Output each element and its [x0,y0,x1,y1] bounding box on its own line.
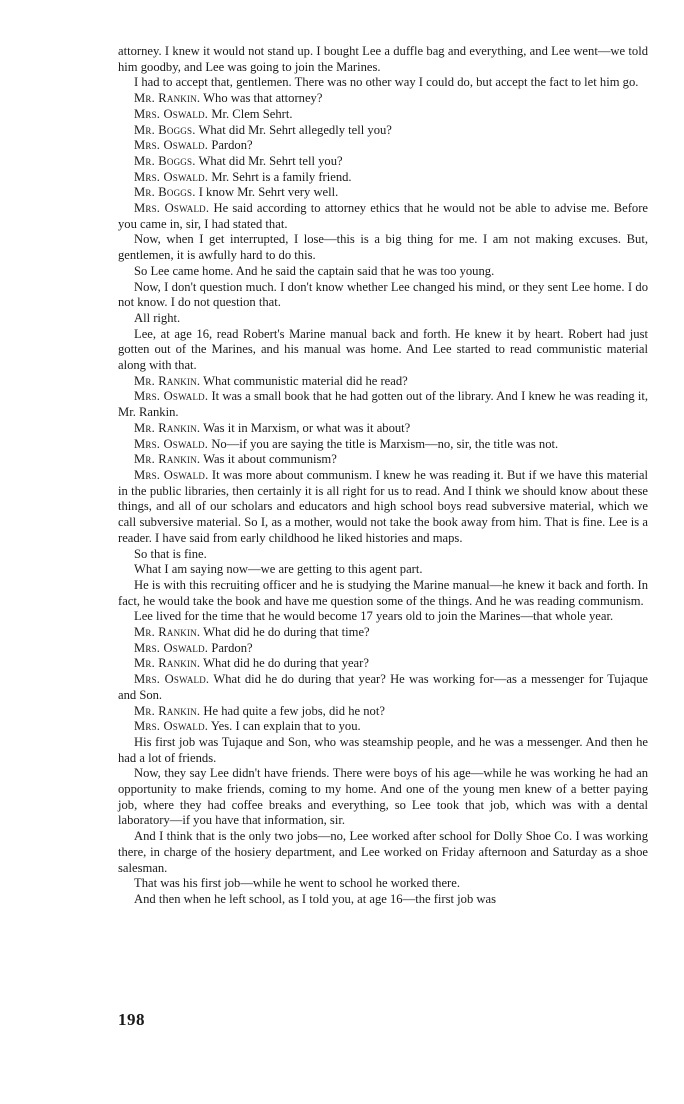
speaker-name: Mr. Rankin. [134,656,201,671]
testimony-exchange [118,170,648,186]
testimony-exchange [118,437,648,453]
testimony-exchange [118,138,648,154]
paragraph-text: He had quite a few jobs, did he not? [203,703,385,718]
paragraph-text: What did Mr. Sehrt tell you? [198,153,343,168]
testimony-exchange [118,641,648,657]
speaker-name: Mrs. Oswald. [134,640,209,655]
speaker-name: Mrs. Oswald. [134,719,209,734]
speaker-name: Mr. Rankin. [134,452,201,467]
testimony-exchange [118,185,648,201]
paragraph-text: No—if you are saying the title is Marxism—no, sir, the title was not. [211,436,559,451]
speaker-name: Mr. Boggs. [134,185,196,200]
paragraph-text: That was his first job—while he went to school he worked there. [134,876,460,891]
testimony-exchange [118,421,648,437]
paragraph-text: Was it about communism? [203,452,337,467]
testimony-paragraph [118,876,648,892]
paragraph-text: So Lee came home. And he said the captain said that he was too young. [134,263,495,278]
testimony-exchange [118,154,648,170]
paragraph-text: He is with this recruiting officer and he is studying the Marine manual—he knew it back and forth. In fact, he would take the book and have me question some of the things. And he was reading communism. [118,577,648,608]
paragraph-text: Now, they say Lee didn't have friends. There were boys of his age—while he was working he had an opportunity to make friends, coming to my home. And one of the young men knew of a better paying job, where they had coffee breaks and everything, so Lee took that job, which was with a dental laboratory—if you have that information, sir. [118,766,648,828]
testimony-exchange [118,389,648,420]
testimony-paragraph [118,327,648,374]
testimony-exchange [118,123,648,139]
paragraph-text: What communistic material did he read? [203,373,408,388]
paragraph-text: Lee, at age 16, read Robert's Marine manual back and forth. He knew it by heart. Robert had just gotten out of the Marines, and his manual was home. And Lee started to read communistic material along with that. [118,326,648,373]
testimony-exchange [118,374,648,390]
testimony-paragraph [118,562,648,578]
speaker-name: Mrs. Oswald. [134,436,209,451]
testimony-text [118,44,648,908]
testimony-paragraph [118,892,648,908]
testimony-exchange [118,704,648,720]
speaker-name: Mr. Boggs. [134,153,196,168]
paragraph-text: What did he do during that year? He was working for—as a messenger for Tujaque and Son. [118,672,649,702]
speaker-name: Mrs. Oswald. [134,138,209,153]
paragraph-text: Lee lived for the time that he would become 17 years old to join the Marines—that whole year. [134,609,614,624]
testimony-exchange [118,468,648,547]
paragraph-text: It was more about communism. I knew he was reading it. But if we have this material in the public libraries, then certainly it is all right for us to read. And I think we should know about these things, and all of our scholars and educators and high school boys read subversive material, which we call subversive material. So I, as a mother, would not take the book away from him. That is fine. Lee is a reader. I have said from early childhood he liked histories and maps. [118,467,648,545]
speaker-name: Mr. Rankin. [134,703,201,718]
testimony-exchange [118,201,648,232]
paragraph-text: Was it in Marxism, or what was it about? [203,420,411,435]
paragraph-text: He said according to attorney ethics that he would not be able to advise me. Before you came in, sir, I had stated that. [118,201,648,231]
testimony-paragraph [118,75,648,91]
paragraph-text: I know Mr. Sehrt very well. [198,185,339,200]
paragraph-text: It was a small book that he had gotten out of the library. And I knew he was reading it, Mr. Rankin. [118,389,648,420]
speaker-name: Mr. Rankin. [134,91,201,106]
paragraph-text: What did he do during that time? [203,625,370,640]
testimony-paragraph [118,829,648,876]
testimony-paragraph [118,547,648,563]
paragraph-text: Mr. Clem Sehrt. [211,106,293,121]
paragraph-text: Now, when I get interrupted, I lose—this is a big thing for me. I am not making excuses. But, gentlemen, it is awfully hard to do this. [118,232,648,263]
paragraph-text: Who was that attorney? [203,91,323,106]
testimony-paragraph [118,609,648,625]
paragraph-text: attorney. I knew it would not stand up. I bought Lee a duffle bag and everything, and Lee went—we told him goodby, and Lee was going to join the Marines. [118,44,648,74]
paragraph-text: Pardon? [211,640,253,655]
paragraph-text: What did he do during that year? [203,656,369,671]
paragraph-text: Pardon? [211,138,253,153]
speaker-name: Mrs. Oswald. [134,169,209,184]
testimony-paragraph [118,735,648,766]
paragraph-text: What did Mr. Sehrt allegedly tell you? [198,122,392,137]
testimony-exchange [118,452,648,468]
paragraph-text: His first job was Tujaque and Son, who was steamship people, and he was a messenger. And then he had a lot of friends. [118,734,648,765]
speaker-name: Mr. Rankin. [134,420,201,435]
testimony-paragraph [118,578,648,609]
paragraph-text: So that is fine. [134,546,207,561]
testimony-paragraph [118,44,648,75]
paragraph-text: Now, I don't question much. I don't know whether Lee changed his mind, or they sent Lee home. I do not know. I do not question that. [118,279,648,310]
speaker-name: Mrs. Oswald. [134,201,210,216]
paragraph-text: Yes. I can explain that to you. [210,719,361,734]
testimony-exchange [118,672,648,703]
testimony-paragraph [118,311,648,327]
testimony-exchange [118,107,648,123]
speaker-name: Mrs. Oswald. [134,672,210,687]
paragraph-text: I had to accept that, gentlemen. There was no other way I could do, but accept the fact to let him go. [134,75,639,90]
testimony-paragraph [118,766,648,829]
paragraph-text: Mr. Sehrt is a family friend. [211,169,352,184]
page-number: 198 [118,1010,145,1029]
testimony-paragraph [118,232,648,263]
paragraph-text: All right. [134,310,181,325]
testimony-exchange [118,719,648,735]
paragraph-text: And I think that is the only two jobs—no, Lee worked after school for Dolly Shoe Co. I was working there, in charge of the hosiery department, and Lee worked on Friday afternoon and Saturday as a shoe salesman. [118,829,648,875]
testimony-exchange [118,625,648,641]
speaker-name: Mrs. Oswald. [134,106,209,121]
paragraph-text: And then when he left school, as I told you, at age 16—the first job was [134,891,496,906]
speaker-name: Mr. Boggs. [134,122,196,137]
paragraph-text: What I am saying now—we are getting to this agent part. [134,562,423,577]
testimony-exchange [118,656,648,672]
testimony-exchange [118,91,648,107]
testimony-paragraph [118,264,648,280]
testimony-paragraph [118,280,648,311]
speaker-name: Mrs. Oswald. [134,467,209,482]
speaker-name: Mr. Rankin. [134,625,201,640]
speaker-name: Mr. Rankin. [134,373,201,388]
speaker-name: Mrs. Oswald. [134,389,209,404]
